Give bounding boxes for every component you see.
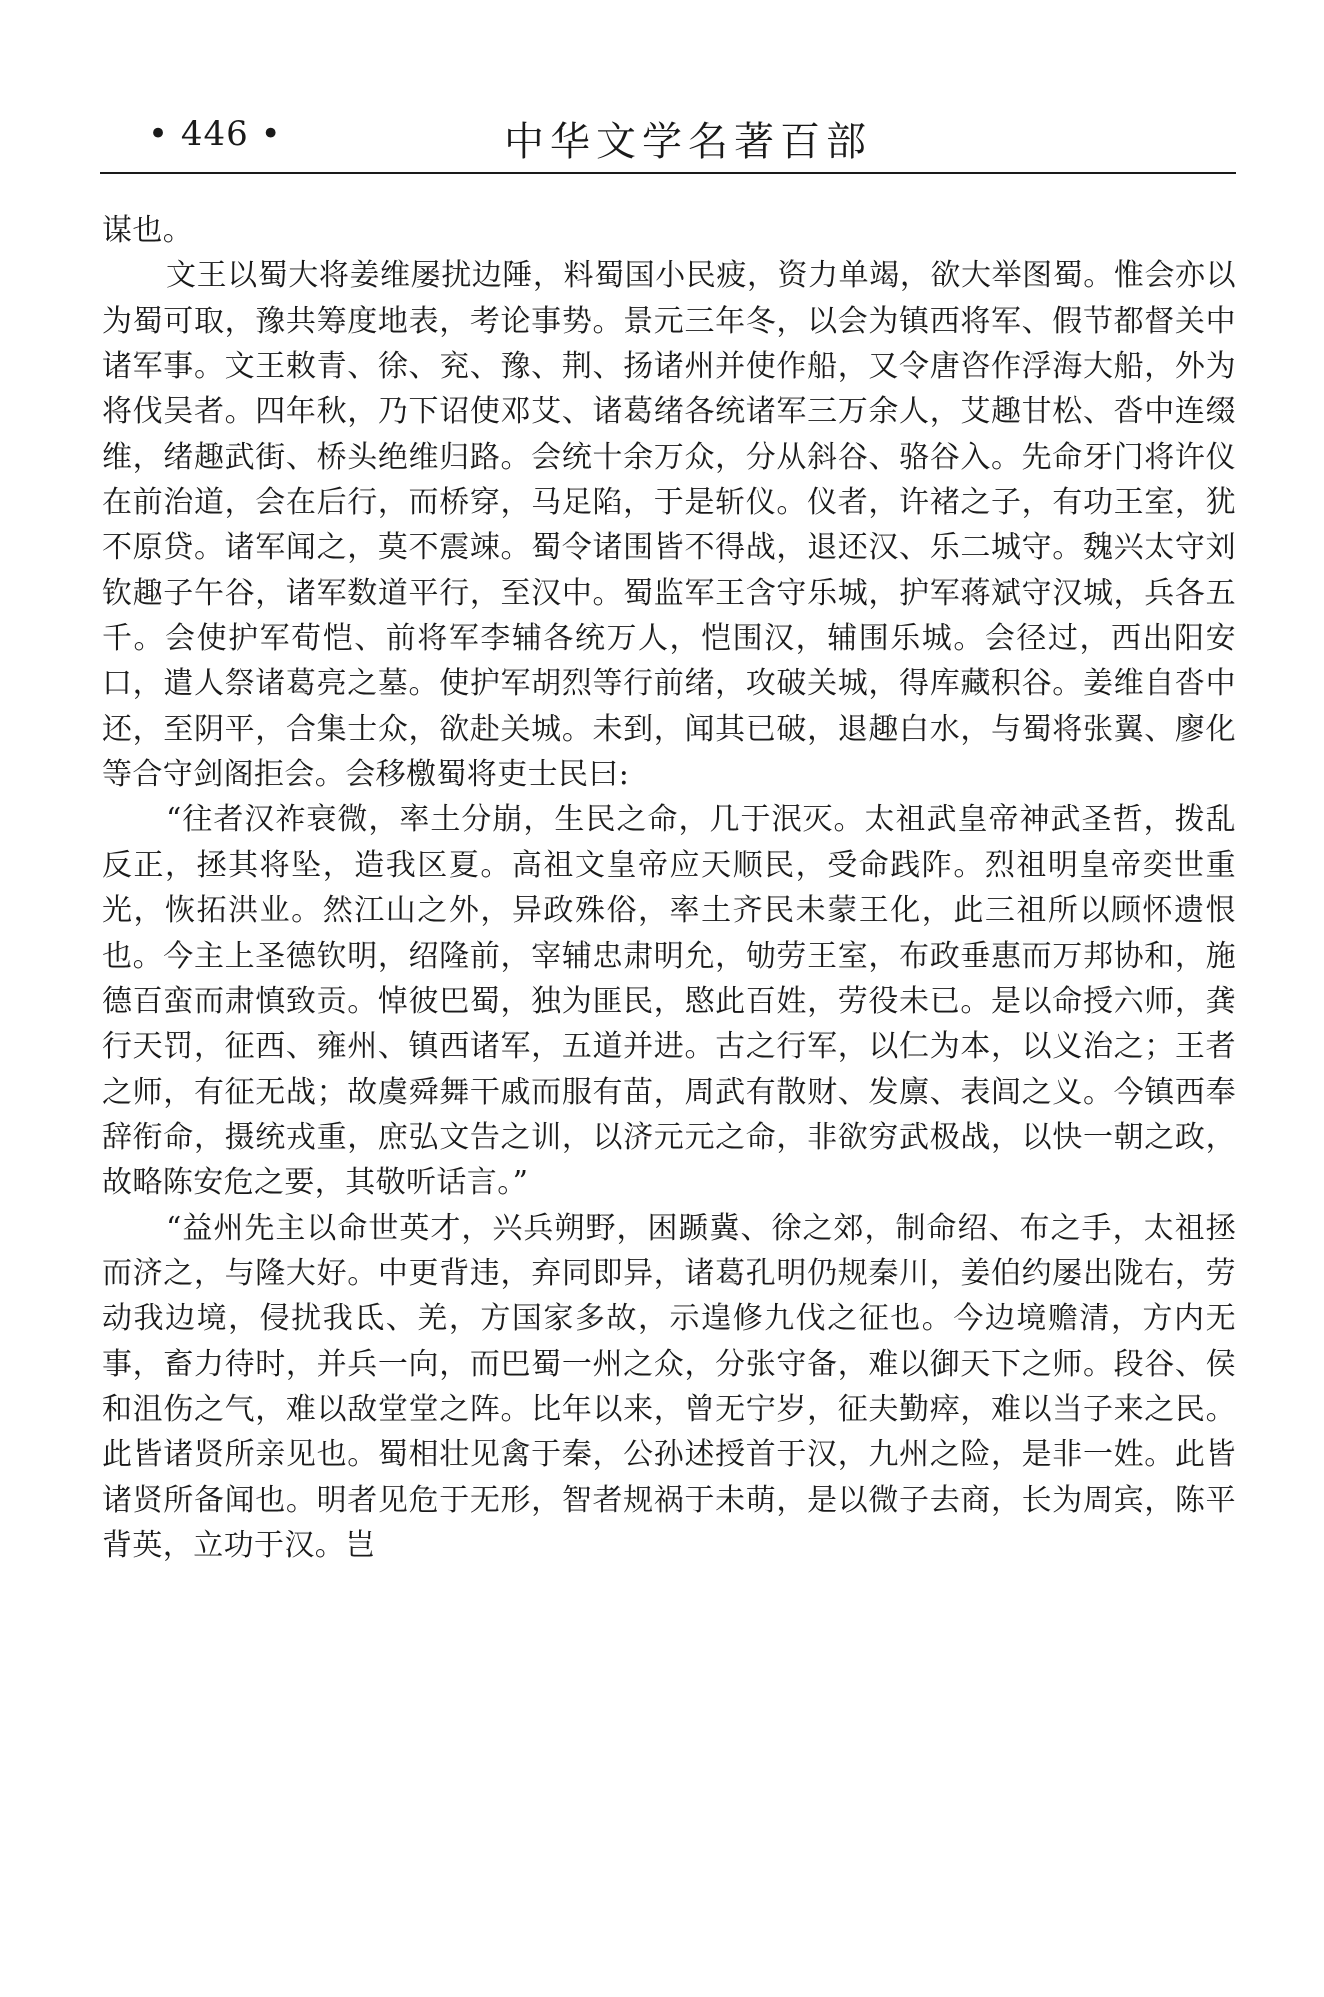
page-header xyxy=(100,108,1236,170)
book-title: 中华文学名著百部 xyxy=(504,119,872,165)
paragraph: “益州先主以命世英才，兴兵朔野，困踬冀、徐之郊，制命绍、布之手，太祖拯而济之，与隆大好。中更背违，弃同即异，诸葛孔明仍规秦川，姜伯约屡出陇右，劳动我边境，侵扰我氐、羌，方国家多故，示遑修九伐之征也。今边境赡清，方内无事，畜力待时，并兵一向，而巴蜀一州之众，分张守备，难以御天下之师。段谷、侯和沮伤之气，难以敌堂堂之阵。比年以来，曾无宁岁，征夫勤瘁，难以当子来之民。此皆诸贤所亲见也。蜀相壮见禽于秦，公孙述授首于汉，九州之险，是非一姓。此皆诸贤所备闻也。明者见危于无形，智者规祸于未萌，是以微子去商，长为周宾，陈平背英，立功于汉。岂 xyxy=(102,1210,1236,1563)
header-divider xyxy=(100,172,1236,174)
body-text xyxy=(102,208,1236,1568)
page-number: • 446 • xyxy=(148,114,282,154)
paragraph: 谋也。 xyxy=(102,213,194,248)
paragraph: “往者汉祚衰微，率土分崩，生民之命，几于泯灭。太祖武皇帝神武圣哲，拨乱反正，拯其将坠，造我区夏。高祖文皇帝应天顺民，受命践阼。烈祖明皇帝奕世重光，恢拓洪业。然江山之外，异政殊俗，率土齐民未蒙王化，此三祖所以顾怀遗恨也。今主上圣德钦明，绍隆前，宰辅忠肃明允，劬劳王室，布政垂惠而万邦协和，施德百蛮而肃慎致贡。悼彼巴蜀，独为匪民，愍此百姓，劳役未已。是以命授六师，龚行天罚，征西、雍州、镇西诸军，五道并进。古之行军，以仁为本，以义治之；王者之师，有征无战；故虞舜舞干戚而服有苗，周武有散财、发廪、表闾之义。今镇西奉辞衔命，摄统戎重，庶弘文告之训，以济元元之命，非欲穷武极战，以快一朝之政，故略陈安危之要，其敬听话言。” xyxy=(102,802,1236,1201)
paragraph: 文王以蜀大将姜维屡扰边陲，料蜀国小民疲，资力单竭，欲大举图蜀。惟会亦以为蜀可取，豫共筹度地表，考论事势。景元三年冬，以会为镇西将军、假节都督关中诸军事。文王敕青、徐、兖、豫、荆、扬诸州并使作船，又令唐咨作浮海大船，外为将伐吴者。四年秋，乃下诏使邓艾、诸葛绪各统诸军三万余人，艾趣甘松、沓中连缀维，绪趣武街、桥头绝维归路。会统十余万众，分从斜谷、骆谷入。先命牙门将许仪在前治道，会在后行，而桥穿，马足陷，于是斩仪。仪者，许褚之子，有功王室，犹不原贷。诸军闻之，莫不震竦。蜀令诸围皆不得战，退还汉、乐二城守。魏兴太守刘钦趣子午谷，诸军数道平行，至汉中。蜀监军王含守乐城，护军蒋斌守汉城，兵各五千。会使护军荀恺、前将军李辅各统万人，恺围汉，辅围乐城。会径过，西出阳安口，遣人祭诸葛亮之墓。使护军胡烈等行前绪，攻破关城，得库藏积谷。姜维自沓中还，至阴平，合集士众，欲赴关城。未到，闻其已破，退趣白水，与蜀将张翼、廖化等合守剑阁拒会。会移檄蜀将吏士民曰: xyxy=(102,258,1236,793)
